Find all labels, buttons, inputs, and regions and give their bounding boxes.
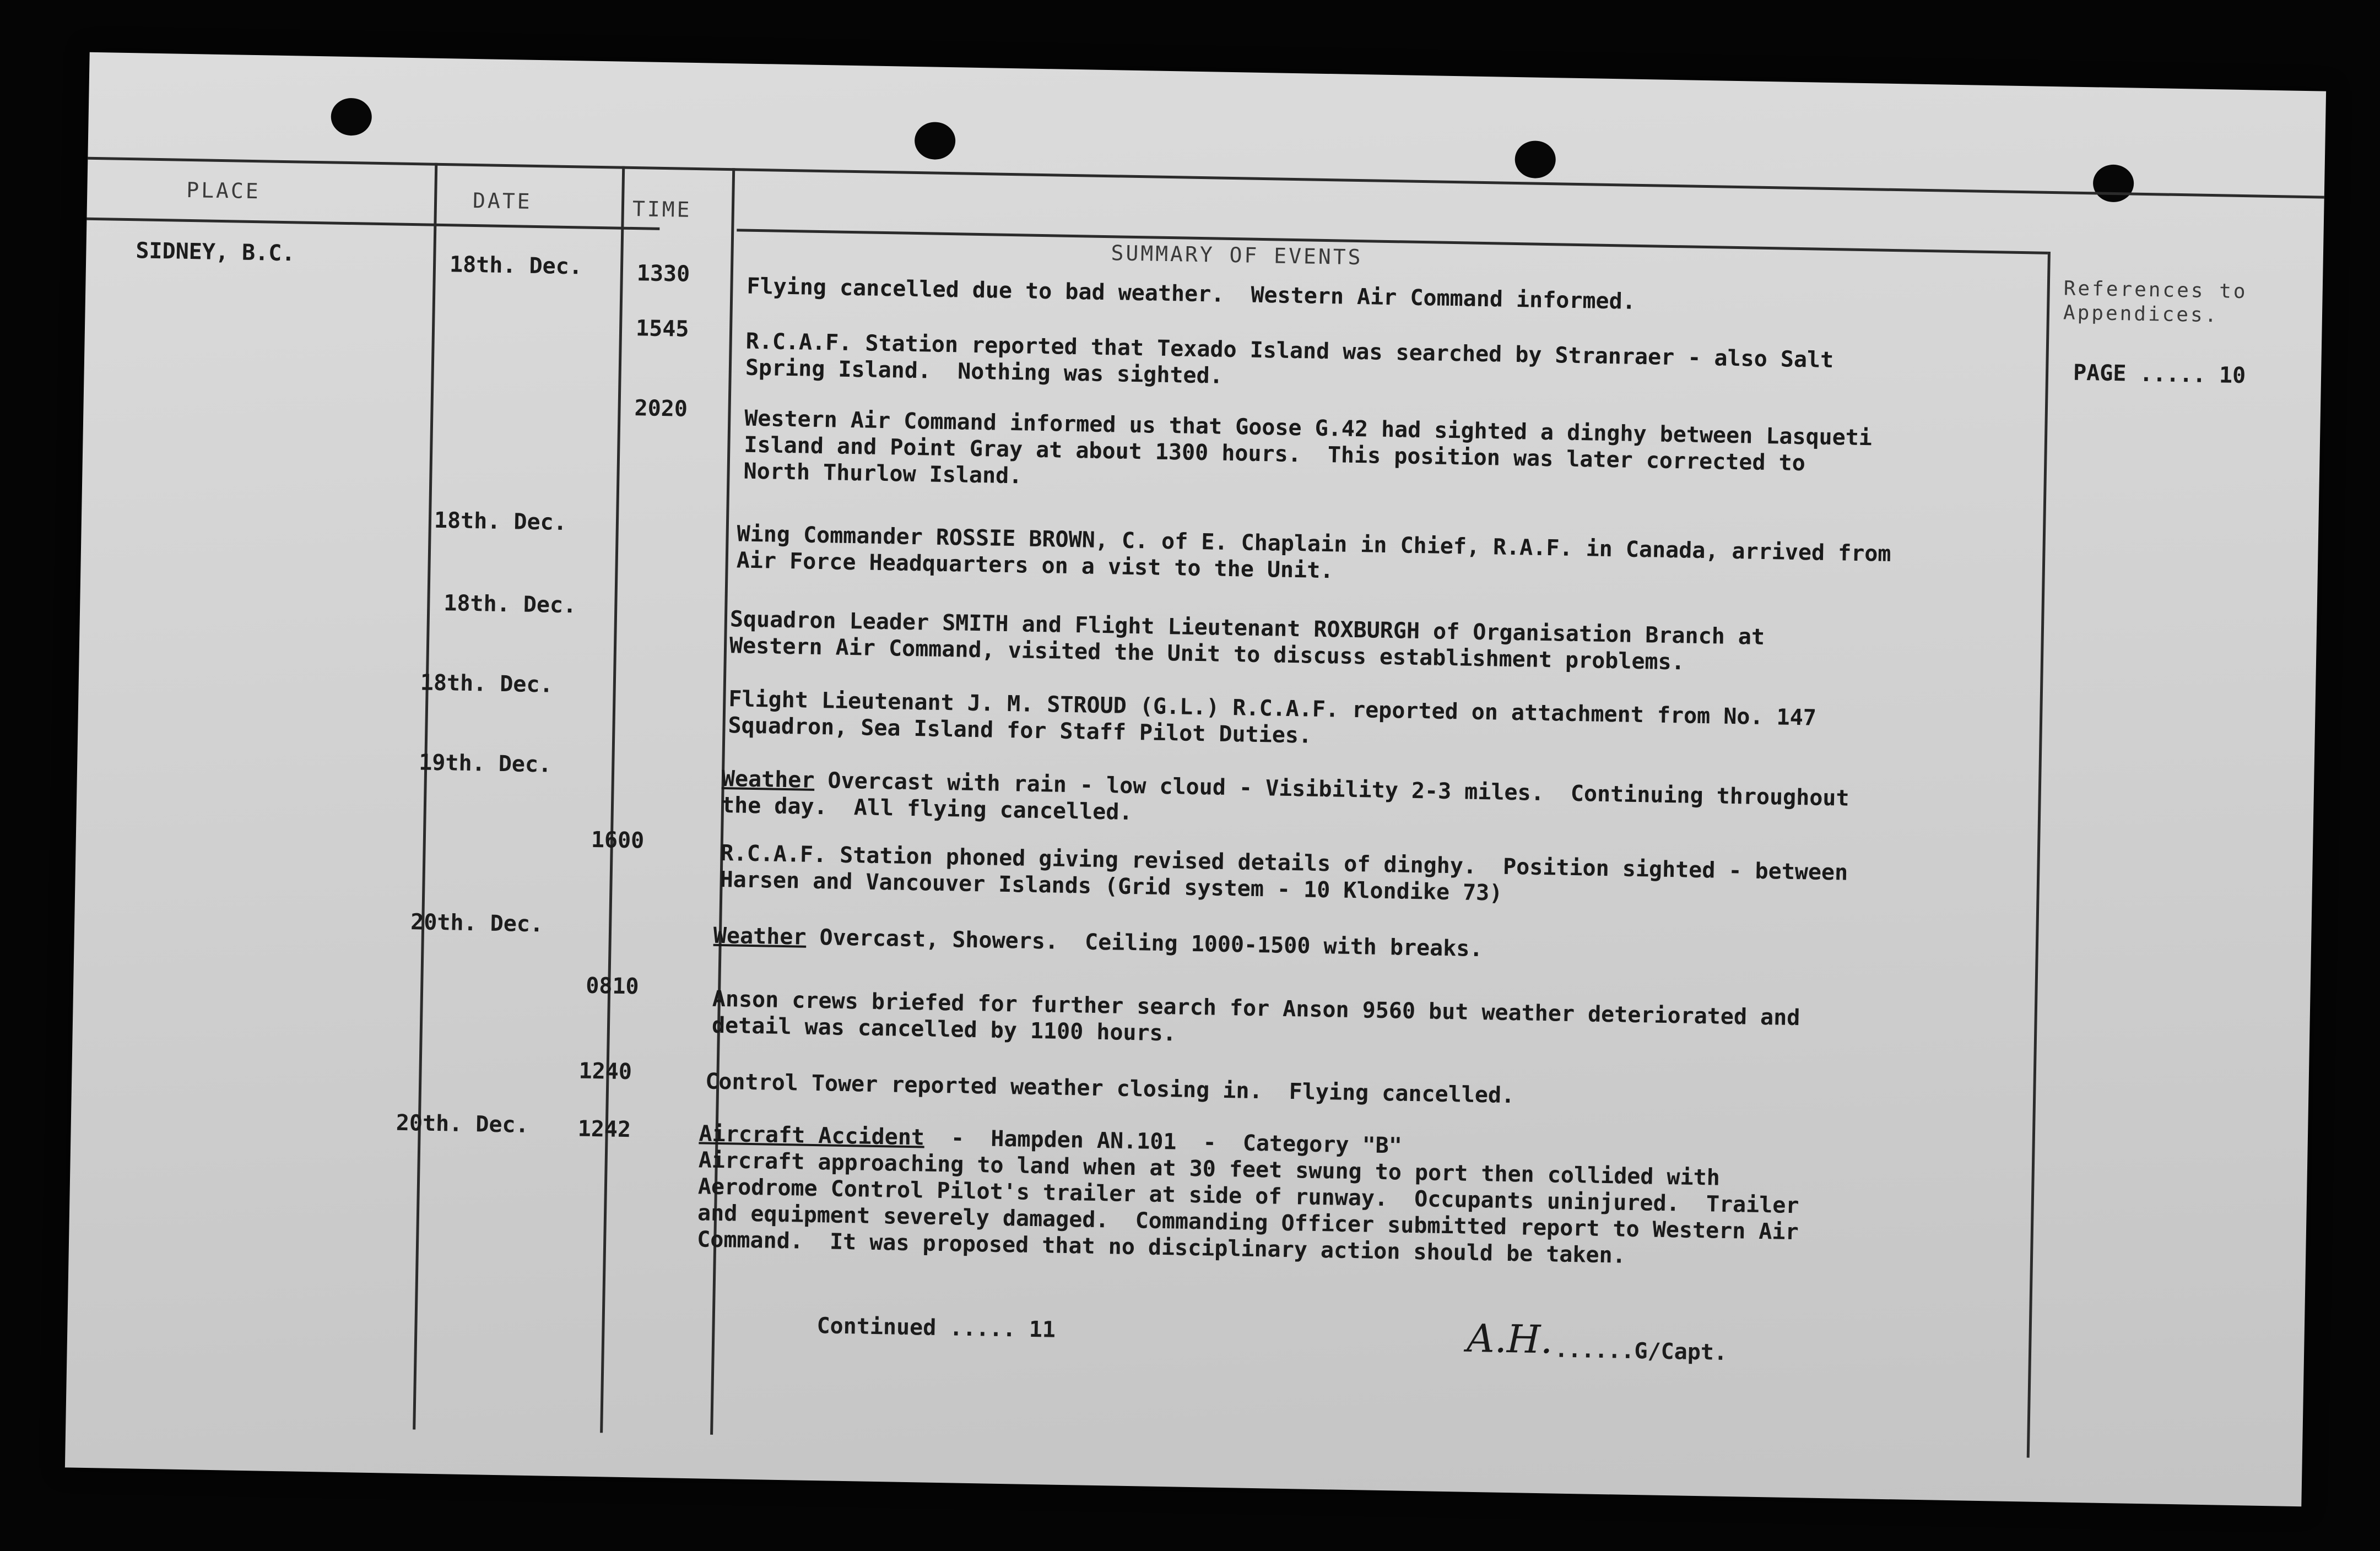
place-value: SIDNEY, B.C. [136,238,295,267]
entry-date: 18th. Dec. [443,590,577,619]
entry-text [713,923,1483,962]
punch-hole [2093,164,2134,202]
header-date: DATE [472,188,533,214]
entry-text: R.C.A.F. Station reported that Texado Island was searched by Stranraer - also Salt Spring Island. Nothing was sighted. [745,328,1834,389]
entry-date: 18th. Dec. [449,252,583,280]
entry-body: - Hampden AN.101 - Category "B" Aircraft approaching to land when at 30 feet swung to port then collided with Aerodrome Control Pilot's trailer at side of runway. Occupants uninjured. Trailer and equipment severely damaged. Commanding Officer submitted report to Western Air Command. It was proposed that no disciplinary action should be taken. [696,1125,1799,1268]
column-divider [600,166,625,1433]
entry-text: Anson crews briefed for further search for Anson 9560 but weather deteriorated and detail was cancelled by 1100 hours. [711,986,1800,1046]
column-divider [2027,252,2051,1458]
entry-label: Weather [713,923,807,950]
entry-text: Wing Commander ROSSIE BROWN, C. of E. Chaplain in Chief, R.A.F. in Canada, arrived from Air Force Headquarters on a vist to the Unit. [736,521,1891,584]
entry-text: Control Tower reported weather closing in. Flying cancelled. [705,1069,1515,1109]
summary-header-rule [737,229,2048,254]
entry-label: Weather [721,766,815,793]
entry-text [721,766,1849,838]
punch-hole [915,122,956,160]
entry-time: 1240 [578,1058,632,1085]
entry-time: 1242 [577,1116,631,1143]
entry-text: Flight Lieutenant J. M. STROUD (G.L.) R.C.A.F. reported on attachment from No. 147 Squadron, Sea Island for Staff Pilot Duties. [728,686,1817,749]
entry-date: 20th. Dec. [396,1110,529,1138]
header-time: TIME [632,197,692,222]
entry-body: Overcast with rain - low cloud - Visibility 2-3 miles. Continuing throughout the day. All flying cancelled. [721,767,1849,826]
header-top-rule [88,157,2324,199]
entry-date: 18th. Dec. [434,507,567,536]
reference-page: PAGE ..... 10 [2073,360,2246,389]
column-divider [413,163,437,1430]
entry-time: 1600 [591,827,645,854]
entry-time: 1330 [636,261,690,287]
entry-time: 1545 [635,316,689,342]
punch-hole [1514,140,1556,178]
entry-text: Squadron Leader SMITH and Flight Lieutenant ROXBURGH of Organisation Branch at Western Air Command, visited the Unit to discuss establishment problems. [729,606,1765,675]
signature-rank: ......G/Capt. [1554,1337,1728,1365]
document-page [65,52,2326,1506]
entry-date: 18th. Dec. [420,670,554,698]
header-bottom-rule [86,218,659,230]
entry-text: Flying cancelled due to bad weather. Western Air Command informed. [747,273,1636,314]
entry-time: 2020 [634,395,688,422]
entry-label: Aircraft Accident [699,1121,925,1151]
entry-date: 19th. Dec. [418,750,552,778]
entry-date: 20th. Dec. [410,909,544,937]
entry-text: R.C.A.F. Station phoned giving revised details of dinghy. Position sighted - between Harsen and Vancouver Islands (Grid system - 10 Klondike 73) [720,840,1848,906]
entry-text [697,1120,1800,1272]
header-summary: SUMMARY OF EVENTS [1111,241,1363,270]
header-references: References to Appendices. [2063,277,2248,327]
entry-time: 0810 [585,973,640,1000]
punch-hole [331,97,372,135]
header-place: PLACE [186,177,261,204]
continued-note: Continued ..... 11 [816,1313,1056,1343]
entry-body: Overcast, Showers. Ceiling 1000-1500 with breaks. [806,924,1483,962]
signature-mark: A.H. [1466,1315,1554,1363]
entry-text: Western Air Command informed us that Goose G.42 had sighted a dinghy between Lasqueti Island and Point Gray at about 1300 hours. This position was later corrected to North Thurlow Island. [743,405,1873,489]
